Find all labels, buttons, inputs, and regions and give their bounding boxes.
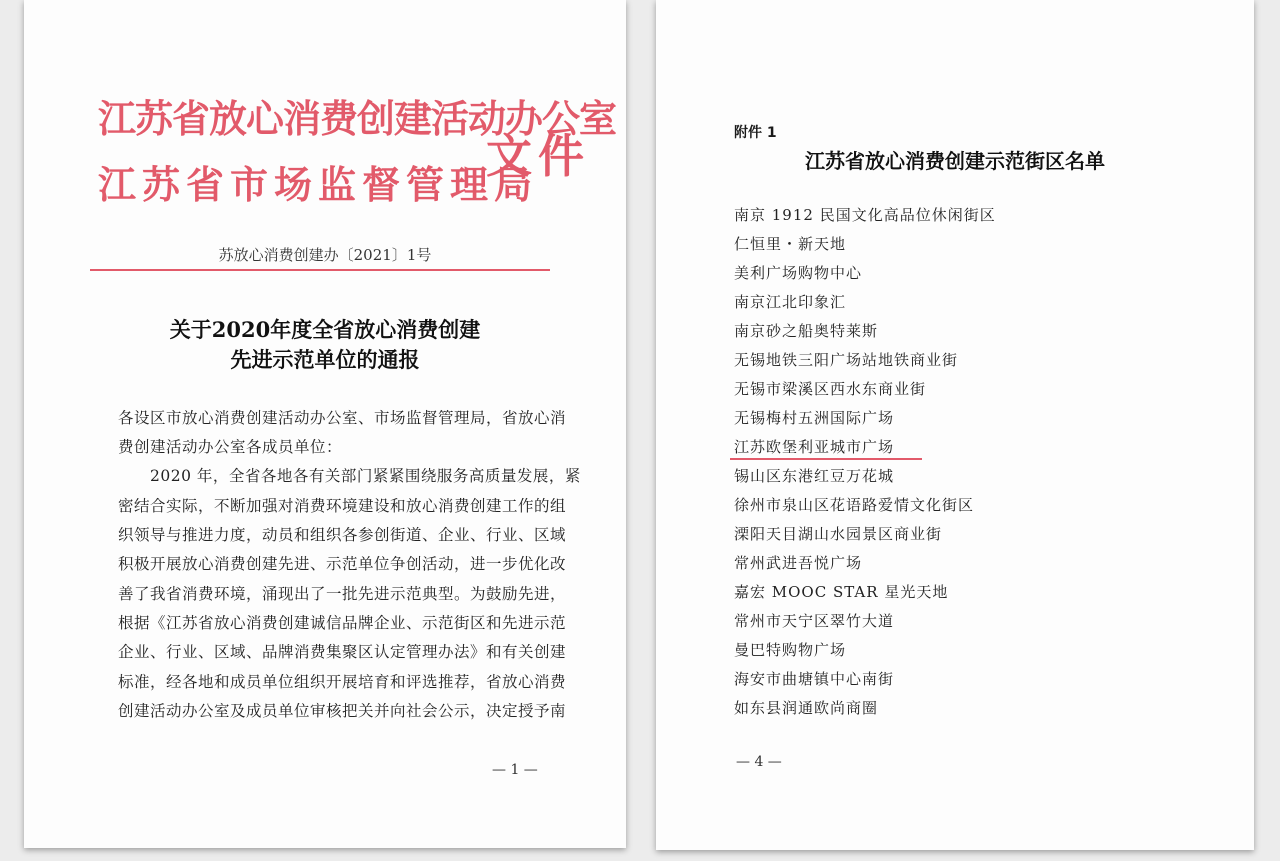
list-item: 溧阳天目湖山水园景区商业街	[734, 525, 943, 543]
list-item: 南京江北印象汇	[734, 293, 847, 311]
body-text-line: 织领导与推进力度，动员和组织各参创街道、企业、行业、区域	[118, 526, 567, 544]
body-text-line: 2020 年，全省各地各有关部门紧紧围绕服务高质量发展，紧	[118, 467, 581, 485]
body-text-line: 标准，经各地和成员单位组织开展培育和评选推荐，省放心消费	[118, 673, 567, 691]
notice-title-line-2: 先进示范单位的通报	[230, 347, 420, 372]
body-text-line: 费创建活动办公室各成员单位：	[118, 438, 343, 456]
document-type-label: 文件	[486, 129, 590, 183]
list-item: 仁恒里・新天地	[734, 235, 847, 253]
list-item: 海安市曲塘镇中心南街	[734, 670, 895, 688]
document-page-4	[656, 0, 1254, 850]
page-number: — 4 —	[736, 754, 782, 770]
list-item: 无锡地铁三阳广场站地铁商业街	[734, 351, 959, 369]
body-text-line: 企业、行业、区域、品牌消费集聚区认定管理办法》和有关创建	[118, 643, 567, 661]
list-item: 无锡梅村五洲国际广场	[734, 409, 895, 427]
document-page-1	[24, 0, 626, 848]
highlight-underline	[730, 458, 922, 460]
list-item: 常州武进吾悦广场	[734, 554, 863, 572]
list-item: 徐州市泉山区花语路爱情文化街区	[734, 496, 975, 514]
issuer-name-line-1: 江苏省放心消费创建活动办公室	[98, 96, 617, 141]
list-item: 美利广场购物中心	[734, 264, 863, 282]
attachment-label: 附件 1	[734, 125, 777, 141]
list-item: 锡山区东港红豆万花城	[734, 467, 895, 485]
list-item: 曼巴特购物广场	[734, 641, 847, 659]
body-text-line: 各设区市放心消费创建活动办公室、市场监督管理局，省放心消	[118, 409, 567, 427]
list-item: 南京砂之船奥特莱斯	[734, 322, 879, 340]
list-item: 如东县润通欧尚商圈	[734, 699, 879, 717]
list-item: 南京 1912 民国文化高品位休闲街区	[734, 206, 996, 224]
body-text-line: 善了我省消费环境，涌现出了一批先进示范典型。为鼓励先进，	[118, 585, 567, 603]
body-text-line: 积极开展放心消费创建先进、示范单位争创活动，进一步优化改	[118, 555, 567, 573]
body-text-line: 密结合实际，不断加强对消费环境建设和放心消费创建工作的组	[118, 497, 567, 515]
list-item: 嘉宏 MOOC STAR 星光天地	[734, 583, 949, 601]
list-title: 江苏省放心消费创建示范街区名单	[805, 149, 1105, 173]
body-text-line: 创建活动办公室及成员单位审核把关并向社会公示，决定授予南	[118, 702, 567, 720]
issuer-name-line-2: 江苏省市场监督管理局	[98, 162, 539, 207]
header-red-divider	[90, 269, 550, 271]
page-number: — 1 —	[492, 762, 538, 778]
list-item: 常州市天宁区翠竹大道	[734, 612, 895, 630]
notice-title-line-1: 关于2020年度全省放心消费创建	[169, 317, 481, 342]
list-item: 无锡市梁溪区西水东商业街	[734, 380, 927, 398]
body-text-line: 根据《江苏省放心消费创建诚信品牌企业、示范街区和先进示范	[118, 614, 567, 632]
document-number: 苏放心消费创建办〔2021〕1号	[218, 246, 432, 264]
list-item-highlighted: 江苏欧堡利亚城市广场	[734, 438, 895, 456]
